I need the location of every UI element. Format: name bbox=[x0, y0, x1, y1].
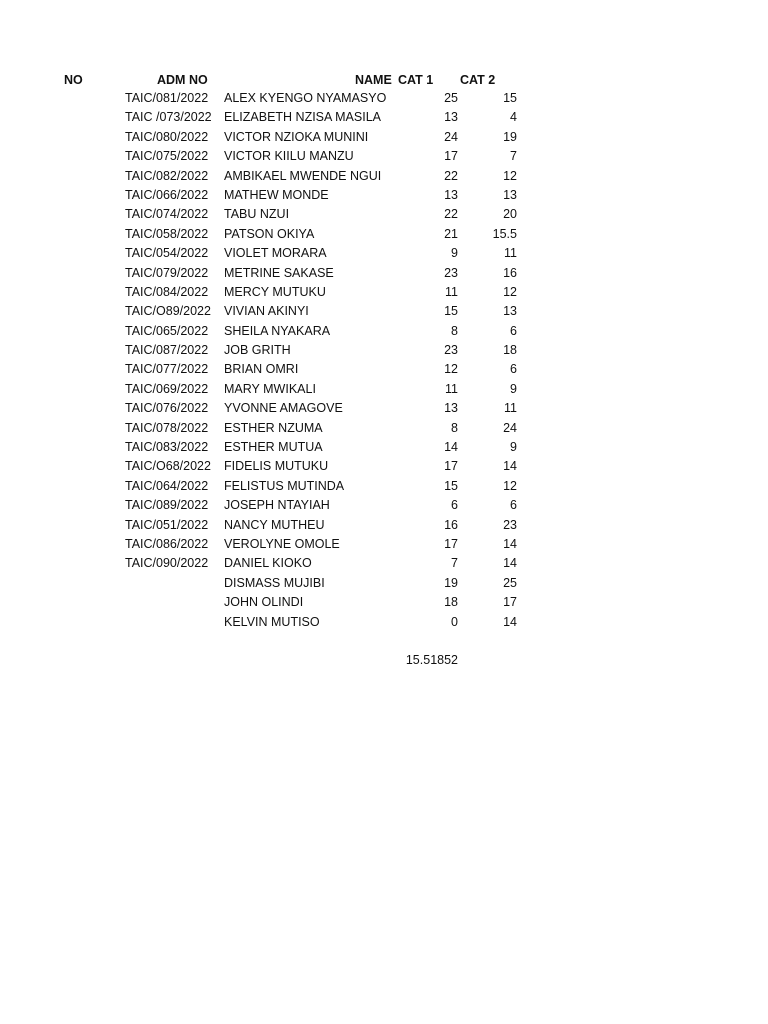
cat2-cell: 14 bbox=[503, 459, 517, 474]
cat1-cell: 17 bbox=[444, 459, 458, 474]
adm-no-cell: TAIC/084/2022 bbox=[125, 284, 209, 299]
cat1-average: 15.51852 bbox=[405, 653, 458, 667]
adm-no-cell: TAIC/080/2022 bbox=[125, 129, 209, 144]
name-cell: VIVIAN AKINYI bbox=[224, 304, 309, 319]
table-row bbox=[0, 322, 768, 341]
cat1-cell: 12 bbox=[444, 362, 458, 377]
adm-no-cell: TAIC /073/2022 bbox=[125, 110, 212, 125]
cat1-cell: 25 bbox=[444, 91, 458, 105]
adm-no-cell: TAIC/083/2022 bbox=[125, 440, 209, 455]
table-row bbox=[0, 457, 768, 476]
cat1-cell: 23 bbox=[444, 265, 458, 280]
adm-no-cell: TAIC/O89/2022 bbox=[125, 304, 211, 319]
table-row bbox=[0, 108, 768, 127]
cat1-cell: 13 bbox=[444, 110, 458, 125]
cat1-cell: 17 bbox=[444, 149, 458, 164]
cat2-cell: 9 bbox=[510, 440, 517, 455]
adm-no-cell: TAIC/065/2022 bbox=[125, 323, 209, 338]
cat2-cell: 16 bbox=[503, 265, 517, 280]
cat1-cell: 0 bbox=[451, 614, 458, 629]
cat1-cell: 8 bbox=[451, 420, 458, 435]
table-row bbox=[0, 147, 768, 166]
cat1-cell: 6 bbox=[451, 498, 458, 513]
cat2-cell: 19 bbox=[503, 129, 517, 144]
cat1-cell: 7 bbox=[451, 556, 458, 571]
cat1-cell: 22 bbox=[444, 207, 458, 222]
cat1-cell: 16 bbox=[444, 517, 458, 532]
cat2-cell: 12 bbox=[503, 478, 517, 493]
cat2-cell: 14 bbox=[503, 556, 517, 571]
header-no: NO bbox=[64, 73, 83, 87]
cat1-cell: 19 bbox=[444, 575, 458, 590]
header-adm-no: ADM NO bbox=[157, 73, 208, 87]
adm-no-cell: TAIC/078/2022 bbox=[125, 420, 209, 435]
table-row bbox=[0, 128, 768, 147]
header-cat1: CAT 1 bbox=[398, 73, 434, 87]
cat2-cell: 13 bbox=[503, 187, 517, 202]
adm-no-cell: TAIC/079/2022 bbox=[125, 265, 209, 280]
table-row bbox=[0, 438, 768, 457]
cat1-cell: 24 bbox=[444, 129, 458, 144]
cat2-cell: 17 bbox=[503, 595, 517, 610]
cat2-cell: 14 bbox=[503, 536, 517, 551]
table-row bbox=[0, 380, 768, 399]
name-cell: DANIEL KIOKO bbox=[224, 556, 312, 571]
adm-no-cell: TAIC/076/2022 bbox=[125, 401, 209, 416]
cat2-cell: 24 bbox=[503, 420, 517, 435]
adm-no-cell: TAIC/058/2022 bbox=[125, 226, 209, 241]
cat2-cell: 7 bbox=[510, 149, 517, 164]
name-cell: JOHN OLINDI bbox=[224, 595, 304, 610]
name-cell: ELIZABETH NZISA MASILA bbox=[224, 110, 381, 125]
name-cell: ESTHER NZUMA bbox=[224, 420, 323, 435]
table-row bbox=[0, 341, 768, 360]
table-row bbox=[0, 613, 768, 632]
cat1-cell: 11 bbox=[445, 381, 458, 396]
cat1-cell: 22 bbox=[444, 168, 458, 183]
table-row bbox=[0, 264, 768, 283]
cat1-cell: 13 bbox=[444, 401, 458, 416]
table-row bbox=[0, 516, 768, 535]
cat1-cell: 17 bbox=[444, 536, 458, 551]
name-cell: VICTOR KIILU MANZU bbox=[224, 149, 354, 164]
cat2-cell: 13 bbox=[503, 304, 517, 319]
table-row bbox=[0, 593, 768, 612]
table-row bbox=[0, 89, 768, 108]
cat2-cell: 4 bbox=[510, 110, 517, 125]
adm-no-cell: TAIC/075/2022 bbox=[125, 149, 209, 164]
cat1-cell: 9 bbox=[451, 246, 458, 261]
cat2-cell: 12 bbox=[503, 168, 517, 183]
header-cat2: CAT 2 bbox=[460, 73, 496, 87]
name-cell: YVONNE AMAGOVE bbox=[224, 401, 343, 416]
table-row bbox=[0, 477, 768, 496]
table-row bbox=[0, 205, 768, 224]
student-rows bbox=[0, 89, 768, 632]
table-row bbox=[0, 225, 768, 244]
name-cell: VIOLET MORARA bbox=[224, 246, 327, 261]
cat2-cell: 18 bbox=[503, 343, 517, 358]
name-cell: DISMASS MUJIBI bbox=[224, 575, 325, 590]
cat1-cell: 8 bbox=[451, 323, 458, 338]
name-cell: KELVIN MUTISO bbox=[224, 614, 320, 629]
cat2-cell: 11 bbox=[504, 401, 517, 416]
cat1-cell: 13 bbox=[444, 187, 458, 202]
table-row bbox=[0, 302, 768, 321]
table-row bbox=[0, 244, 768, 263]
cat2-cell: 9 bbox=[510, 381, 517, 396]
cat2-cell: 23 bbox=[503, 517, 517, 532]
adm-no-cell: TAIC/O68/2022 bbox=[125, 459, 211, 474]
adm-no-cell: TAIC/069/2022 bbox=[125, 381, 209, 396]
adm-no-cell: TAIC/081/2022 bbox=[125, 91, 209, 105]
adm-no-cell: TAIC/089/2022 bbox=[125, 498, 209, 513]
cat1-cell: 18 bbox=[444, 595, 458, 610]
adm-no-cell: TAIC/066/2022 bbox=[125, 187, 209, 202]
table-row bbox=[0, 186, 768, 205]
cat2-cell: 6 bbox=[510, 323, 517, 338]
name-cell: JOB GRITH bbox=[224, 343, 291, 358]
cat2-cell: 12 bbox=[503, 284, 517, 299]
name-cell: SHEILA NYAKARA bbox=[224, 323, 331, 338]
cat2-cell: 15 bbox=[503, 91, 517, 105]
cat1-cell: 14 bbox=[444, 440, 458, 455]
name-cell: NANCY MUTHEU bbox=[224, 517, 325, 532]
name-cell: VEROLYNE OMOLE bbox=[224, 536, 340, 551]
header-name: NAME bbox=[355, 73, 392, 87]
name-cell: MARY MWIKALI bbox=[224, 381, 316, 396]
table-row bbox=[0, 283, 768, 302]
cat1-cell: 15 bbox=[444, 304, 458, 319]
cat1-cell: 11 bbox=[445, 284, 458, 299]
table-row bbox=[0, 419, 768, 438]
name-cell: FIDELIS MUTUKU bbox=[224, 459, 329, 474]
cat2-cell: 15.5 bbox=[492, 226, 517, 241]
table-row bbox=[0, 399, 768, 418]
adm-no-cell: TAIC/090/2022 bbox=[125, 556, 209, 571]
name-cell: TABU NZUI bbox=[224, 207, 290, 222]
cat2-cell: 14 bbox=[503, 614, 517, 629]
name-cell: FELISTUS MUTINDA bbox=[224, 478, 345, 493]
adm-no-cell: TAIC/064/2022 bbox=[125, 478, 209, 493]
adm-no-cell: TAIC/077/2022 bbox=[125, 362, 209, 377]
table-row bbox=[0, 360, 768, 379]
adm-no-cell: TAIC/074/2022 bbox=[125, 207, 209, 222]
name-cell: VICTOR NZIOKA MUNINI bbox=[224, 129, 369, 144]
cat1-cell: 21 bbox=[444, 226, 458, 241]
table-row bbox=[0, 496, 768, 515]
adm-no-cell: TAIC/082/2022 bbox=[125, 168, 209, 183]
name-cell: AMBIKAEL MWENDE NGUI bbox=[224, 168, 382, 183]
name-cell: BRIAN OMRI bbox=[224, 362, 299, 377]
cat2-cell: 11 bbox=[504, 246, 517, 261]
name-cell: PATSON OKIYA bbox=[224, 226, 315, 241]
name-cell: JOSEPH NTAYIAH bbox=[224, 498, 330, 513]
name-cell: ALEX KYENGO NYAMASYO bbox=[224, 91, 387, 105]
name-cell: ESTHER MUTUA bbox=[224, 440, 323, 455]
name-cell: MERCY MUTUKU bbox=[224, 284, 326, 299]
cat1-cell: 15 bbox=[444, 478, 458, 493]
table-row bbox=[0, 554, 768, 573]
table-row bbox=[0, 167, 768, 186]
cat2-cell: 6 bbox=[510, 362, 517, 377]
cat2-cell: 20 bbox=[503, 207, 517, 222]
adm-no-cell: TAIC/087/2022 bbox=[125, 343, 209, 358]
adm-no-cell: TAIC/054/2022 bbox=[125, 246, 209, 261]
name-cell: MATHEW MONDE bbox=[224, 187, 329, 202]
cat2-cell: 6 bbox=[510, 498, 517, 513]
table-row bbox=[0, 535, 768, 554]
name-cell: METRINE SAKASE bbox=[224, 265, 334, 280]
table-row bbox=[0, 574, 768, 593]
cat1-cell: 23 bbox=[444, 343, 458, 358]
adm-no-cell: TAIC/051/2022 bbox=[125, 517, 209, 532]
cat2-cell: 25 bbox=[503, 575, 517, 590]
adm-no-cell: TAIC/086/2022 bbox=[125, 536, 209, 551]
